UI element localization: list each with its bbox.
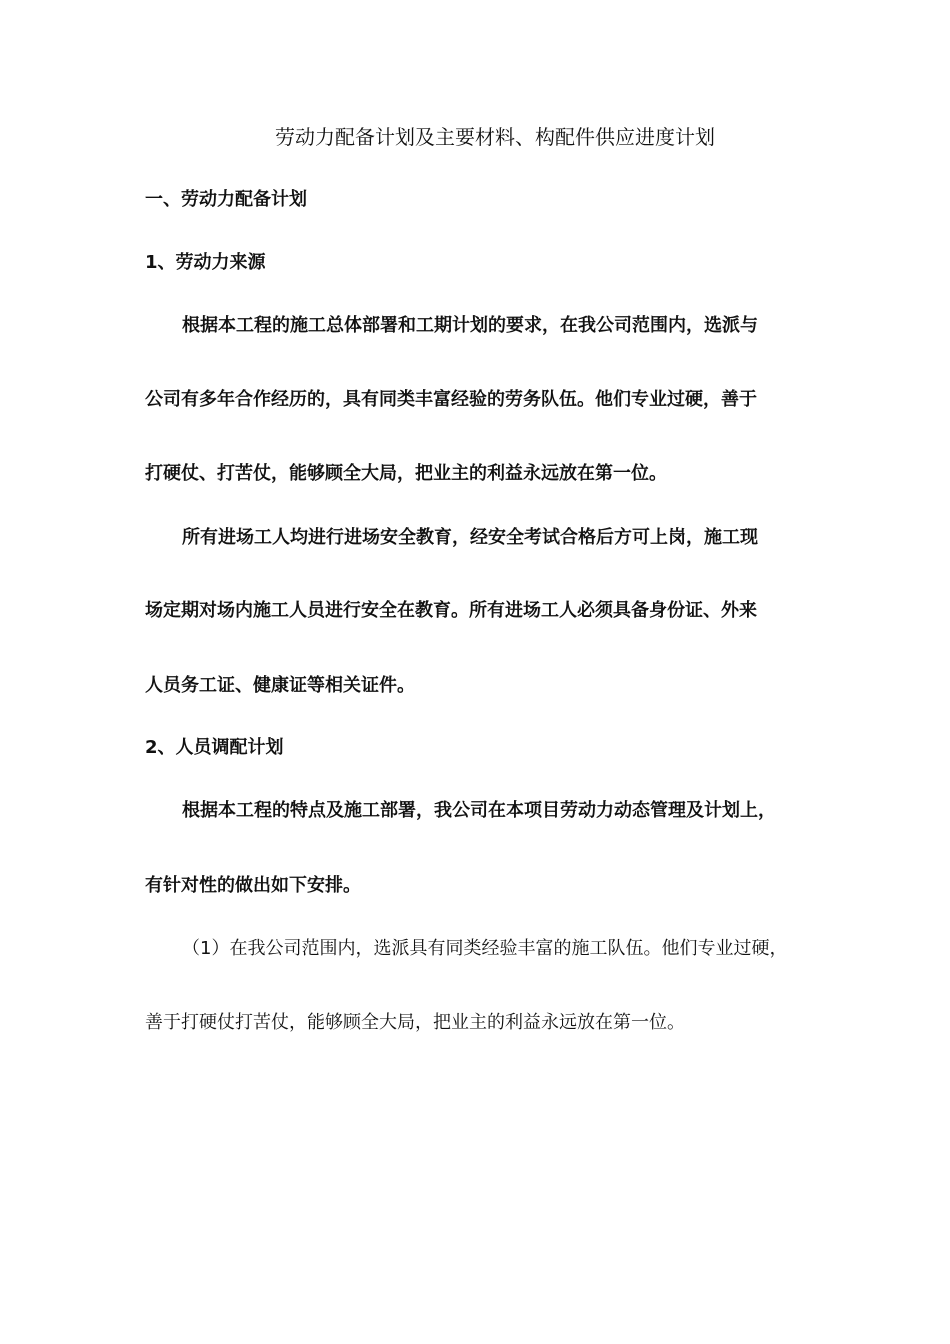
paragraph-line: 有针对性的做出如下安排。 <box>145 875 361 896</box>
paragraph-line: 根据本工程的施工总体部署和工期计划的要求，在我公司范围内，选派与 <box>182 315 758 336</box>
paragraph-line: 所有进场工人均进行进场安全教育，经安全考试合格后方可上岗，施工现 <box>182 527 758 548</box>
section-heading-labor-plan: 一、劳动力配备计划 <box>145 189 307 210</box>
paragraph-line: 人员务工证、健康证等相关证件。 <box>145 675 415 696</box>
paragraph-line: 场定期对场内施工人员进行安全在教育。所有进场工人必须具备身份证、外来 <box>145 600 757 621</box>
document-title: 劳动力配备计划及主要材料、构配件供应进度计划 <box>275 125 715 149</box>
paragraph-line: 打硬仗、打苦仗，能够顾全大局，把业主的利益永远放在第一位。 <box>145 463 667 484</box>
subheading-staff-allocation: 2、人员调配计划 <box>145 737 284 758</box>
list-item-line: 善于打硬仗打苦仗，能够顾全大局，把业主的利益永远放在第一位。 <box>145 1012 685 1033</box>
list-item-line: （1）在我公司范围内，选派具有同类经验丰富的施工队伍。他们专业过硬， <box>182 938 788 959</box>
paragraph-line: 根据本工程的特点及施工部署，我公司在本项目劳动力动态管理及计划上， <box>182 800 776 821</box>
paragraph-line: 公司有多年合作经历的，具有同类丰富经验的劳务队伍。他们专业过硬，善于 <box>145 389 757 410</box>
subheading-labor-source: 1、劳动力来源 <box>145 252 266 273</box>
